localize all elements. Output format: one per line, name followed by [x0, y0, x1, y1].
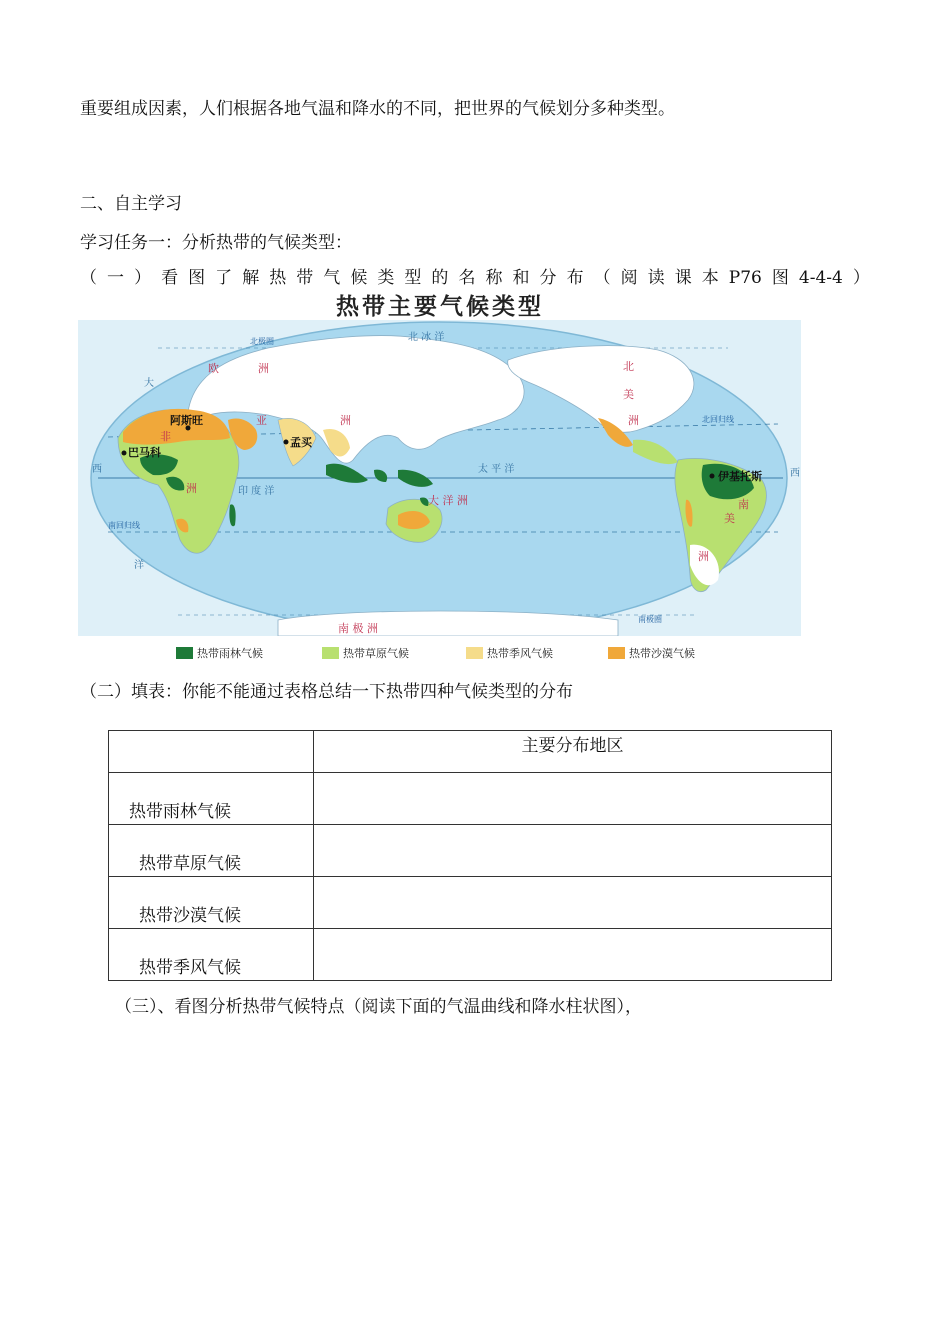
map-label-atlantic-3: 洋	[134, 560, 144, 571]
subtask-1-char: 读	[647, 268, 665, 288]
table-header-cell-region: 主要分布地区	[314, 731, 832, 773]
section-heading: 二、自主学习	[80, 194, 182, 214]
subtask-1-char: （	[80, 268, 97, 288]
table-row	[109, 929, 832, 981]
table-row	[109, 773, 832, 825]
legend-swatch	[608, 647, 625, 659]
subtask-1-char: 图	[771, 268, 789, 288]
subtask-1-char: 热	[269, 268, 287, 288]
table-row	[109, 825, 832, 877]
antarctica-landmass	[278, 611, 618, 636]
map-label-tropic-south: 南回归线	[108, 521, 140, 530]
map-label-pacific-ocean: 太 平 洋	[478, 464, 515, 475]
subtask-1-char: P76	[728, 268, 762, 288]
map-label-africa-2: 洲	[186, 482, 197, 495]
subtask-1-char: 4-4-4	[798, 268, 843, 288]
legend-label: 热带草原气候	[343, 647, 409, 660]
table-row-input[interactable]	[314, 929, 832, 981]
task-heading: 学习任务一：分析热带的气候类型：	[80, 233, 352, 253]
legend-swatch	[466, 647, 483, 659]
legend-item	[466, 645, 553, 661]
map-label-sa-2: 美	[724, 512, 735, 525]
subtask-1-char: ）	[852, 268, 870, 288]
subtask-1-char: ）	[134, 268, 152, 288]
subtask-1-char: 气	[323, 268, 341, 288]
map-label-sa-3: 洲	[698, 550, 709, 563]
table-row-label: 热带雨林气候	[129, 802, 231, 822]
subtask-1-char: 和	[512, 268, 530, 288]
map-city-mumbai: 孟买	[290, 436, 312, 449]
map-label-na-1: 北	[623, 360, 634, 373]
legend-label: 热带雨林气候	[197, 647, 263, 660]
subtask-1-char: 候	[350, 268, 368, 288]
legend-item	[176, 645, 263, 661]
map-city-aswan: 阿斯旺	[170, 414, 203, 427]
subtask-2: （二）填表：你能不能通过表格总结一下热带四种气候类型的分布	[80, 682, 573, 702]
map-city-iquitos: 伊基托斯	[718, 470, 762, 483]
map-label-arctic-circle: 北极圈	[250, 337, 274, 346]
subtask-1-char: 一	[107, 268, 125, 288]
table-row-label: 热带季风气候	[139, 958, 241, 978]
legend-item	[608, 645, 695, 661]
table-row	[109, 877, 832, 929]
world-climate-map	[78, 320, 801, 636]
legend-swatch	[322, 647, 339, 659]
map-label-antarctica: 南 极 洲	[338, 622, 378, 635]
subtask-3: （三）、看图分析热带气候特点（阅读下面的气温曲线和降水柱状图），	[115, 997, 642, 1017]
map-label-asia-2: 洲	[340, 414, 351, 427]
map-label-antarctic-circle: 南极圈	[638, 615, 662, 624]
subtask-1-char: 看	[161, 268, 179, 288]
climate-distribution-table	[108, 730, 832, 981]
legend-swatch	[176, 647, 193, 659]
table-row-input[interactable]	[314, 877, 832, 929]
table-row-label: 热带沙漠气候	[139, 906, 241, 926]
map-label-arctic-ocean: 北 冰 洋	[408, 332, 445, 343]
legend-label: 热带沙漠气候	[629, 647, 695, 660]
table-row-label: 热带草原气候	[139, 854, 241, 874]
legend-item	[322, 645, 409, 661]
map-label-asia-1: 亚	[256, 414, 267, 427]
map-svg	[78, 320, 801, 636]
subtask-1-char: 解	[242, 268, 260, 288]
subtask-1-char: 的	[431, 268, 449, 288]
subtask-1-char: 型	[404, 268, 422, 288]
subtask-1-char: 布	[566, 268, 584, 288]
subtask-1	[80, 266, 870, 290]
map-label-sa-1: 南	[738, 498, 749, 511]
map-label-africa-1: 非	[160, 430, 171, 443]
subtask-1-char: 图	[188, 268, 206, 288]
table-row-input[interactable]	[314, 825, 832, 877]
subtask-1-char: 阅	[620, 268, 638, 288]
map-title: 热带主要气候类型	[336, 294, 544, 320]
map-label-atlantic-2: 西	[92, 464, 102, 475]
map-label-europe-1: 欧	[208, 362, 219, 375]
table-header-cell-empty	[109, 731, 314, 773]
paragraph-intro: 重要组成因素，人们根据各地气温和降水的不同，把世界的气候划分多种类型。	[80, 99, 675, 119]
subtask-1-char: 了	[215, 268, 233, 288]
legend-label: 热带季风气候	[487, 647, 553, 660]
subtask-1-char: （	[593, 268, 611, 288]
subtask-1-char: 称	[485, 268, 503, 288]
table-header-row	[109, 731, 832, 773]
map-label-atlantic-1: 大	[144, 378, 154, 389]
map-label-na-2: 美	[623, 388, 634, 401]
map-legend	[176, 643, 776, 663]
mumbai-dot	[284, 440, 289, 445]
subtask-1-char: 分	[539, 268, 557, 288]
subtask-1-char: 课	[674, 268, 692, 288]
bamako-dot	[122, 451, 127, 456]
subtask-1-char: 带	[296, 268, 314, 288]
map-label-oceania: 大 洋 洲	[428, 494, 468, 507]
map-city-bamako: 巴马科	[128, 446, 161, 459]
iquitos-dot	[710, 474, 715, 479]
subtask-1-char: 本	[701, 268, 719, 288]
subtask-1-char: 名	[458, 268, 476, 288]
subtask-1-char: 类	[377, 268, 395, 288]
map-label-tropic-north: 北回归线	[702, 415, 734, 424]
table-row-input[interactable]	[314, 773, 832, 825]
map-label-na-3: 洲	[628, 414, 639, 427]
map-label-europe-2: 洲	[258, 362, 269, 375]
map-label-atlantic-east: 西	[790, 468, 800, 479]
map-label-indian-ocean: 印 度 洋	[238, 486, 275, 497]
